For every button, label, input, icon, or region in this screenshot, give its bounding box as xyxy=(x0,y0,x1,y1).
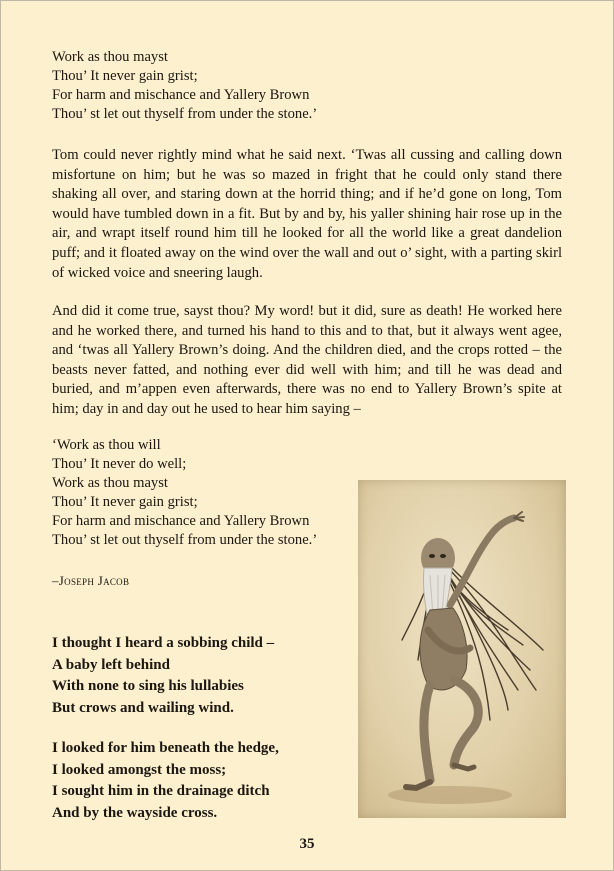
poem-line: I looked amongst the moss; xyxy=(52,761,227,778)
dancing-goblin-figure xyxy=(358,480,566,818)
verse-line: Thou’ It never gain grist; xyxy=(52,494,198,510)
verse-line: For harm and mischance and Yallery Brown xyxy=(52,87,310,103)
verse-line: Thou’ It never gain grist; xyxy=(52,68,198,84)
poem-line: And by the wayside cross. xyxy=(52,804,218,821)
poem-line: I looked for him beneath the hedge, xyxy=(52,740,279,756)
verse-line: Work as thou mayst xyxy=(52,475,168,491)
verse-line: Thou’ It never do well; xyxy=(52,456,187,472)
poem-line: I thought I heard a sobbing child – xyxy=(52,635,275,651)
poem-line: I sought him in the drainage ditch xyxy=(52,783,270,800)
poem-stanza-2 xyxy=(52,738,279,824)
poem-line: A baby left behind xyxy=(52,656,170,673)
verse-stanza-top xyxy=(52,48,317,124)
verse-stanza-bottom xyxy=(52,436,317,550)
prose-paragraph: Tom could never rightly mind what he said next. ‘Twas all cussing and calling down misfortune on him; but he was so mazed in fright that he could only stand there shaking all over, and staring down at the horrid thing; and if he’d gone on long, Tom would have tumbled down in a fit. But by and by, his yaller shining hair rose up in the air, and wrapt itself round him till he looked for all the world like a great dandelion puff; and it floated away on the wind over the wall and out o’ sight, with a parting skirl of wicked voice and sneering laugh. xyxy=(52,147,562,281)
page-number: 35 xyxy=(299,836,315,852)
verse-line: ‘Work as thou will xyxy=(52,437,161,453)
attribution: –Joseph Jacob xyxy=(52,573,130,588)
poem-line: But crows and wailing wind. xyxy=(52,699,234,716)
poem-stanza-1 xyxy=(52,633,274,719)
poem-line: With none to sing his lullabies xyxy=(52,678,244,695)
verse-line: Work as thou mayst xyxy=(52,49,168,65)
verse-line: Thou’ st let out thyself from under the stone.’ xyxy=(52,106,318,122)
verse-line: Thou’ st let out thyself from under the stone.’ xyxy=(52,532,318,548)
goblin-illustration xyxy=(358,480,566,818)
verse-line: For harm and mischance and Yallery Brown xyxy=(52,513,310,529)
prose-paragraph: And did it come true, sayst thou? My word! but it did, sure as death! He worked here and he worked there, and turned his hand to this and to that, but it always went agee, and ‘twas all Yallery Brown’s doing. And the children died, and the crops rotted – the beasts never fatted, and nothing ever did well with him; and till he was dead and buried, and m’appen even afterwards, there was no end to Yallery Brown’s spite at him; day in and day out he used to hear him saying – xyxy=(52,303,562,417)
